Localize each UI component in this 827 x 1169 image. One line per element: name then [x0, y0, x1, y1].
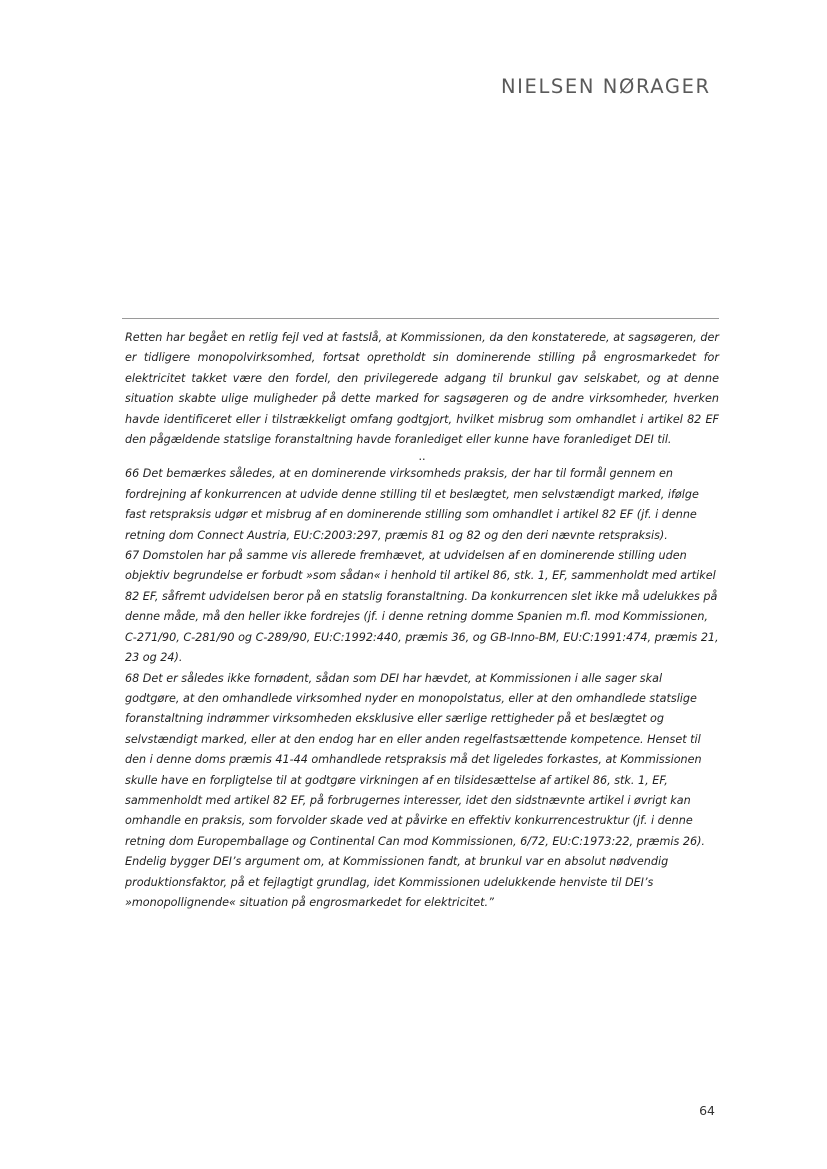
omission-ellipsis: .. [418, 450, 426, 464]
paragraph-66: 66 Det bemærkes således, at en dominerende virksomheds praksis, der har til formål gennem en fordrejning af konkurrencen at udvide denne stilling til et beslægtet, men selvstændigt marked, ifølge fast retspraksis udgør et misbrug af en dominerende stilling som omhandlet i artikel 82 EF (jf. i denne retning dom Connect Austria, EU:C:2003:297, præmis 81 og 82 og den deri nævnte retspraksis). [125, 467, 699, 542]
intro-paragraph: Retten har begået en retlig fejl ved at fastslå, at Kommissionen, da den konstaterede, at sagsøgeren, der er tidligere monopolvirksomhed, fortsat opretholdt sin dominerende stilling på engrosmarkedet for elektricitet takket være den fordel, den privilegerede adgang til brunkul gav selskabet, og at denne situation skabte ulige muligheder på dette marked for sagsøgeren og de andre virksomheder, hverken havde identificeret eller i tilstrækkeligt omfang godtgjort, hvilket misbrug som omhandlet i artikel 82 EF den pågældende statslige foranstaltning havde foranlediget eller kunne have foranlediget DEI til. [125, 331, 719, 447]
paragraph-67: 67 Domstolen har på samme vis allerede fremhævet, at udvidelsen af en dominerende stilling uden objektiv begrundelse er forbudt »som sådan« i henhold til artikel 86, stk. 1, EF, sammenholdt med artikel 82 EF, såfremt udvidelsen beror på en statslig foranstaltning. Da konkurrencen slet ikke må udelukkes på denne måde, må den heller ikke fordrejes (jf. i denne retning domme Spanien m.fl. mod Kommissionen, C-271/90, C-281/90 og C-289/90, EU:C:1992:440, præmis 36, og GB-Inno-BM, EU:C:1991:474, præmis 21, 23 og 24). [125, 549, 719, 665]
firm-logo: NIELSEN NØRAGER [501, 75, 711, 98]
quoted-judgment-text [125, 328, 719, 913]
header-divider [122, 318, 719, 319]
page-number: 64 [699, 1103, 715, 1118]
paragraph-68: 68 Det er således ikke fornødent, sådan som DEI har hævdet, at Kommissionen i alle sager skal godtgøre, at den omhandlede virksomhed nyder en monopolstatus, eller at den omhandlede statslige foranstaltning indrømmer virksomheden eksklusive eller særlige rettigheder på et beslægtet og selvstændigt marked, eller at den endog har en eller anden regelfastsættende kompetence. Henset til den i denne doms præmis 41-44 omhandlede retspraksis må det ligeledes forkastes, at Kommissionen skulle have en forpligtelse til at godtgøre virkningen af en tilsidesættelse af artikel 86, stk. 1, EF, sammenholdt med artikel 82 EF, på forbrugernes interesser, idet den sidstnævnte artikel i øvrigt kan omhandle en praksis, som forvolder skade ved at påvirke en effektiv konkurrencestruktur (jf. i denne retning dom Europemballage og Continental Can mod Kommissionen, 6/72, EU:C:1973:22, præmis 26). Endelig bygger DEI’s argument om, at Kommissionen fandt, at brunkul var en absolut nødvendig produktionsfaktor, på et fejlagtigt grundlag, idet Kommissionen udelukkende henviste til DEI’s »monopollignende« situation på engrosmarkedet for elektricitet.” [125, 671, 705, 909]
